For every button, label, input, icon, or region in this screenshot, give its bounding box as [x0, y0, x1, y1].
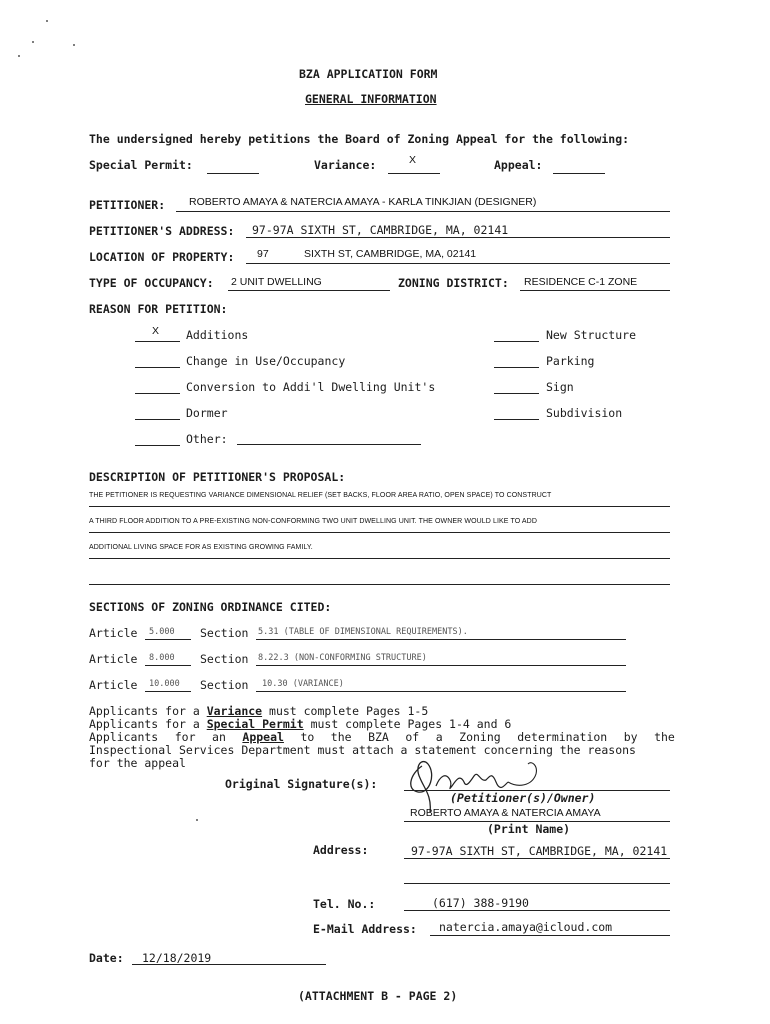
tel-value: (617) 388-9190 — [432, 896, 529, 910]
section-value: 5.31 (TABLE OF DIMENSIONAL REQUIREMENTS). — [258, 627, 468, 637]
description-line-1: THE PETITIONER IS REQUESTING VARIANCE DIMENSIONAL RELIEF (SET BACKS, FLOOR AREA RATIO, OPEN SPACE) TO CONSTRUCT — [89, 492, 552, 499]
signature-label: Original Signature(s): — [225, 777, 378, 791]
form-title: BZA APPLICATION FORM — [299, 67, 438, 81]
section-line[interactable] — [256, 639, 626, 640]
petitioner-line — [176, 211, 670, 212]
description-label: DESCRIPTION OF PETITIONER'S PROPOSAL: — [89, 470, 346, 484]
appeal-label: Appeal: — [494, 158, 543, 172]
instruction-appeal: Applicants for an Appeal to the BZA of a Zoning determination by the — [89, 730, 675, 744]
petitioner-label: PETITIONER: — [89, 198, 166, 212]
article-line[interactable] — [145, 665, 191, 666]
petitioner-address-line — [246, 237, 670, 238]
occupancy-label: TYPE OF OCCUPANCY: — [89, 276, 214, 290]
address-value: 97-97A SIXTH ST, CAMBRIDGE, MA, 02141 — [411, 844, 668, 858]
appeal-blank[interactable] — [553, 173, 605, 174]
date-line[interactable] — [132, 964, 326, 965]
occupancy-value: 2 UNIT DWELLING — [231, 276, 322, 288]
section-line[interactable] — [256, 665, 626, 666]
description-line-2: A THIRD FLOOR ADDITION TO A PRE-EXISTING NON-CONFORMING TWO UNIT DWELLING UNIT. THE OWNER WOULD LIKE TO ADD — [89, 518, 537, 525]
location-label: LOCATION OF PROPERTY: — [89, 250, 235, 264]
occupancy-line — [228, 290, 390, 291]
scan-speck — [18, 55, 20, 57]
date-label: Date: — [89, 951, 124, 965]
address-line-2[interactable] — [404, 883, 670, 884]
petitioner-value: ROBERTO AMAYA & NATERCIA AMAYA - KARLA TINKJIAN (DESIGNER) — [189, 196, 537, 208]
section-label: Section — [200, 678, 249, 692]
option-label: Dormer — [186, 406, 228, 420]
instruction-variance: Applicants for a Variance must complete Pages 1-5 — [89, 704, 429, 718]
date-value: 12/18/2019 — [142, 951, 212, 965]
option-label: Sign — [546, 380, 574, 394]
variance-keyword: Variance — [206, 704, 263, 718]
location-line — [246, 263, 670, 264]
instruction-line-5: for the appeal — [89, 756, 186, 770]
article-label: Article — [89, 652, 138, 666]
petitioner-address-value: 97-97A SIXTH ST, CAMBRIDGE, MA, 02141 — [252, 223, 509, 237]
zoning-district-value: RESIDENCE C-1 ZONE — [524, 276, 638, 288]
scan-speck — [73, 44, 75, 46]
location-street: SIXTH ST, CAMBRIDGE, MA, 02141 — [304, 248, 477, 260]
instruction-line-4: Inspectional Services Department must attach a statement concerning the reasons — [89, 743, 636, 757]
article-line[interactable] — [145, 639, 191, 640]
additions-mark: X — [152, 325, 160, 337]
instruction-special-permit: Applicants for a Special Permit must complete Pages 1-4 and 6 — [89, 717, 512, 731]
variance-blank[interactable] — [388, 173, 440, 174]
email-value: natercia.amaya@icloud.com — [439, 920, 613, 934]
option-label: Other: — [186, 432, 228, 446]
appeal-keyword: Appeal — [242, 730, 284, 744]
article-label: Article — [89, 678, 138, 692]
section-value: 8.22.3 (NON-CONFORMING STRUCTURE) — [258, 653, 427, 663]
option-label: Parking — [546, 354, 595, 368]
description-rule-4 — [89, 584, 670, 585]
description-line-3: ADDITIONAL LIVING SPACE FOR AS EXISTING GROWING FAMILY. — [89, 544, 313, 551]
form-subtitle: GENERAL INFORMATION — [305, 92, 437, 106]
description-rule-1 — [89, 506, 670, 507]
special-permit-keyword: Special Permit — [206, 717, 304, 731]
article-value: 8.000 — [149, 653, 175, 663]
description-rule-3 — [89, 558, 670, 559]
tel-label: Tel. No.: — [313, 897, 376, 911]
address-line[interactable] — [404, 858, 670, 859]
scan-speck — [32, 41, 34, 43]
special-permit-label: Special Permit: — [89, 158, 193, 172]
location-number: 97 — [257, 248, 269, 260]
other-blank[interactable] — [237, 444, 421, 445]
description-rule-2 — [89, 532, 670, 533]
option-label: Subdivision — [546, 406, 623, 420]
address-label: Address: — [313, 843, 369, 857]
variance-label: Variance: — [314, 158, 377, 172]
section-label: Section — [200, 652, 249, 666]
email-label: E-Mail Address: — [313, 922, 417, 936]
email-line[interactable] — [430, 935, 670, 936]
tel-line[interactable] — [404, 910, 670, 911]
option-label: Conversion to Addi'l Dwelling Unit's — [186, 380, 436, 394]
page-footer: (ATTACHMENT B - PAGE 2) — [298, 989, 458, 1003]
zoning-district-line — [520, 290, 670, 291]
reason-label: REASON FOR PETITION: — [89, 302, 228, 316]
signature-role: (Petitioner(s)/Owner) — [450, 791, 596, 805]
print-name-label: (Print Name) — [487, 822, 571, 836]
option-label: Additions — [186, 328, 249, 342]
option-label: Change in Use/Occupancy — [186, 354, 346, 368]
intro-text: The undersigned hereby petitions the Board of Zoning Appeal for the following: — [89, 132, 630, 146]
section-label: Section — [200, 626, 249, 640]
zoning-district-label: ZONING DISTRICT: — [398, 276, 509, 290]
printed-name: ROBERTO AMAYA & NATERCIA AMAYA — [410, 807, 601, 819]
special-permit-blank[interactable] — [207, 173, 259, 174]
option-label: New Structure — [546, 328, 637, 342]
article-label: Article — [89, 626, 138, 640]
article-value: 5.000 — [149, 627, 175, 637]
sections-label: SECTIONS OF ZONING ORDINANCE CITED: — [89, 600, 332, 614]
scan-speck — [46, 20, 48, 22]
section-line[interactable] — [256, 691, 626, 692]
petitioner-address-label: PETITIONER'S ADDRESS: — [89, 224, 235, 238]
variance-mark: X — [409, 154, 417, 166]
section-value: 10.30 (VARIANCE) — [262, 679, 344, 689]
article-value: 10.000 — [149, 679, 180, 689]
scan-speck — [196, 819, 198, 821]
article-line[interactable] — [145, 691, 191, 692]
